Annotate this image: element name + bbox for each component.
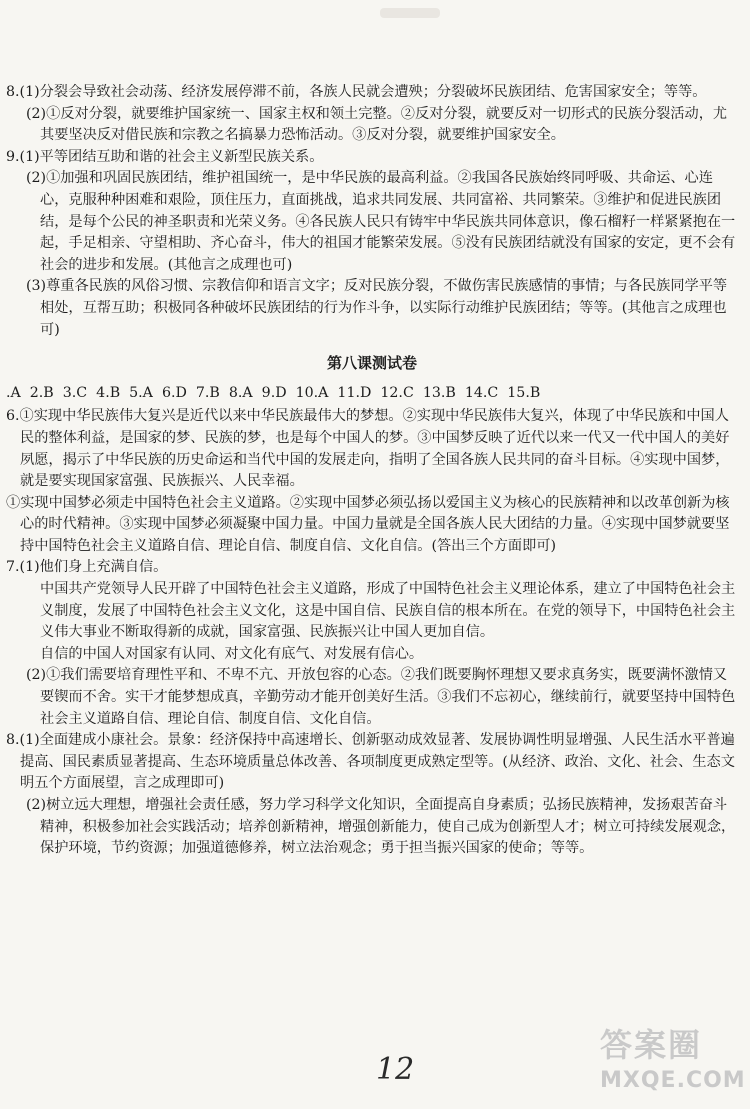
answer-8-1: 8.(1)分裂会导致社会动荡、经济发展停滞不前，各族人民就会遭殃；分裂破坏民族团结、危害国家安全；等等。 (6, 84, 707, 100)
answer-9-3: (3)尊重各民族的风俗习惯、宗教信仰和语言文字；反对民族分裂，不做伤害民族感情的事情；与各民族同学平等相处，互帮互助；积极同各种破坏民族团结的行为作斗争，以实际行动维护民族团结；等等。(其他言之成理也可) (26, 278, 728, 338)
watermark-bottom-text: MXQE.COM (600, 1068, 746, 1093)
answer-6-part1: 6.①实现中华民族伟大复兴是近代以来中华民族最伟大的梦想。②实现中华民族伟大复兴，体现了中华民族和中国人民的整体利益，是国家的梦、民族的梦，也是每个中国人的梦。③中国梦反映了近代以来一代又一代中国人的美好夙愿，揭示了中华民族的历史命运和当代中国的发展走向，指明了全国各族人民共同的奋斗目标。④实现中国梦，就是要实现国家富强、民族振兴、人民幸福。 (6, 408, 730, 490)
answer-8-1-b: 8.(1)全面建成小康社会。景象：经济保持中高速增长、创新驱动成效显著、发展协调性明显增强、人民生活水平普遍提高、国民素质显著提高、生态环境质量总体改善、各项制度更成熟定型等。(从经济、政治、文化、社会、生态文明五个方面展望，言之成理即可) (6, 732, 735, 792)
answer-content (6, 82, 738, 860)
answer-8-2-b: (2)树立远大理想，增强社会责任感，努力学习科学文化知识，全面提高自身素质；弘扬民族精神，发扬艰苦奋斗精神，积极参加社会实践活动；培养创新精神，增强创新能力，使自己成为创新型人才；树立可持续发展观念，保护环境，节约资源；加强道德修养，树立法治观念；勇于担当振兴国家的使命；等等。 (26, 797, 736, 857)
choice-answers: .A 2.B 3.C 4.B 5.A 6.D 7.B 8.A 9.D 10.A 11.D 12.C 13.B 14.C 15.B (6, 384, 541, 401)
section-title: 第八课测试卷 (326, 354, 417, 373)
answer-7-1-explanation: 中国共产党领导人民开辟了中国特色社会主义道路，形成了中国特色社会主义理论体系，建立了中国特色社会主义制度，发展了中国特色社会主义文化，这是中国自信、民族自信的根本所在。在党的领导下，中国特色社会主义伟大事业不断取得新的成就，国家富强、民族振兴让中国人更加自信。 (40, 581, 736, 641)
answer-6-part2: ①实现中国梦必须走中国特色社会主义道路。②实现中国梦必须弘扬以爱国主义为核心的民族精神和以改革创新为核心的时代精神。③实现中国梦必须凝聚中国力量。中国力量就是全国各族人民大团结的力量。④实现中国梦就要坚持中国特色社会主义道路自信、理论自信、制度自信、文化自信。(答出三个方面即可) (6, 494, 730, 554)
page-number: 12 (376, 1052, 415, 1087)
answer-9-1: 9.(1)平等团结互助和谐的社会主义新型民族关系。 (6, 148, 324, 165)
answer-9-2: (2)①加强和巩固民族团结，维护祖国统一，是中华民族的最高利益。②我国各民族始终同呼吸、共命运、心连心，克服种种困难和艰险，顶住压力，直面挑战，追求共同发展、共同富裕、共同繁荣。③维护和促进民族团结，是每个公民的神圣职责和光荣义务。④各民族人民只有铸牢中华民族共同体意识，像石榴籽一样紧紧抱在一起，手足相亲、守望相助、齐心奋斗，伟大的祖国才能繁荣发展。⑤没有民族团结就没有国家的安定，更不会有社会的进步和发展。(其他言之成理也可) (26, 170, 736, 273)
scan-smudge (380, 8, 440, 18)
watermark-top-text: 答案圈 (600, 1026, 703, 1064)
watermark-logo (600, 1020, 745, 1105)
answer-7-1: 7.(1)他们身上充满自信。 (6, 559, 168, 576)
answer-8-2: (2)①反对分裂，就要维护国家统一、国家主权和领土完整。②反对分裂，就要反对一切形式的民族分裂活动，尤其要坚决反对借民族和宗教之名搞暴力恐怖活动。③反对分裂，就要维护国家安全。 (26, 105, 728, 144)
answer-7-1-summary: 自信的中国人对国家有认同、对文化有底气、对发展有信心。 (40, 645, 424, 662)
answer-7-2: (2)①我们需要培育理性平和、不卑不亢、开放包容的心态。②我们既要胸怀理想又要求真务实，既要满怀激情又要锲而不舍。实干才能梦想成真，辛勤劳动才能开创美好生活。③我们不忘初心，继续前行，就要坚持中国特色社会主义道路自信、理论自信、制度自信、文化自信。 (26, 667, 736, 727)
